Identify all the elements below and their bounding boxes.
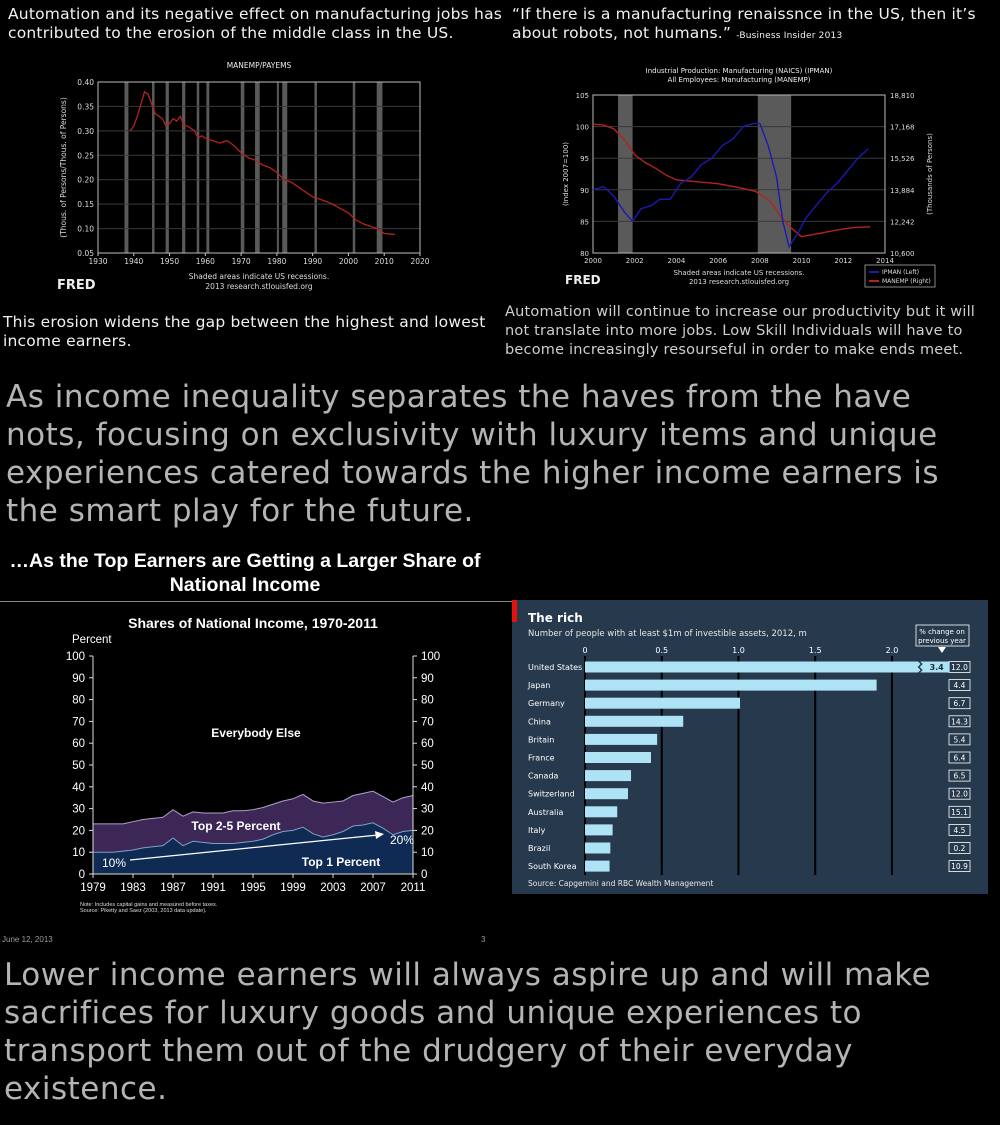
bar <box>585 662 923 673</box>
x-tick-label: 1960 <box>195 257 215 266</box>
chart-title: The rich <box>528 611 583 625</box>
chart-source: Source: Piketty and Saez (2003, 2013 data update). <box>80 908 207 914</box>
slide-footer-page: 3 <box>481 935 486 944</box>
economist-rich-chart <box>512 600 988 894</box>
y-left-tick-label: 20 <box>72 825 85 838</box>
y-right-tick-label: 12,242 <box>890 218 915 227</box>
change-value: 12.0 <box>951 789 968 799</box>
x-tick-label: 2002 <box>625 257 644 265</box>
recession-band <box>282 82 287 253</box>
x-tick-label: 1930 <box>88 257 108 266</box>
y-left-tick-label: 85 <box>580 218 589 227</box>
change-value: 4.5 <box>953 825 966 835</box>
source-note: 2013 research.stlouisfed.org <box>205 282 313 291</box>
y-right-tick-label: 15,526 <box>890 155 915 164</box>
x-tick-label: 2008 <box>750 257 769 265</box>
x-tick-label: 1.5 <box>808 646 822 655</box>
bar <box>585 806 617 817</box>
y-right-tick-label: 10,600 <box>890 250 915 258</box>
recession-band <box>758 95 791 253</box>
y-right-tick-label: 70 <box>421 716 434 729</box>
series-label-top-2-5: Top 2-5 Percent <box>191 819 281 833</box>
y-left-tick-label: 95 <box>580 155 589 164</box>
y-tick-label: 0.35 <box>77 102 94 112</box>
y-tick-label: 0.15 <box>77 200 94 210</box>
y-right-tick-label: 17,168 <box>890 123 915 132</box>
bar <box>585 752 651 763</box>
bar-value-label: 3.4 <box>929 663 944 672</box>
bar <box>585 680 877 691</box>
quote-source: -Business Insider 2013 <box>736 31 843 41</box>
change-value: 6.4 <box>953 753 966 763</box>
y-right-tick-label: 50 <box>421 760 434 772</box>
bar-category-label: South Korea <box>528 862 577 872</box>
bar-category-label: France <box>528 753 555 763</box>
bar-category-label: Canada <box>528 771 559 781</box>
chart-title: MANEMP/PAYEMS <box>226 61 292 70</box>
y-tick-label: 0.10 <box>77 224 94 234</box>
x-tick-label: 2010 <box>792 257 811 265</box>
x-tick-label: 2010 <box>374 257 394 266</box>
change-value: 4.4 <box>953 681 966 691</box>
x-tick-label: 0.5 <box>655 646 669 655</box>
x-tick-label: 1979 <box>80 882 106 894</box>
footnote: Shaded areas indicate US recessions. <box>188 272 330 281</box>
chart-title: Shares of National Income, 1970-2011 <box>128 615 378 631</box>
slide-footer-date: June 12, 2013 <box>2 935 53 944</box>
y-axis-label: Percent <box>72 634 112 646</box>
change-value: 15.1 <box>951 807 968 817</box>
y-tick-label: 0.40 <box>77 78 94 87</box>
caption-productivity: Automation will continue to increase our productivity but it will not translate into more jobs. Low Skill Individuals will have to become increasingly resourseful in order to make ends meet. <box>505 304 976 358</box>
caption-quote <box>512 5 998 46</box>
change-header-line1: % change on <box>919 628 965 636</box>
chart-title: Industrial Production: Manufacturing (NAICS) (IPMAN) <box>645 67 833 75</box>
y-tick-label: 0.25 <box>77 151 94 161</box>
bar-category-label: Australia <box>528 807 564 817</box>
recession-band <box>241 82 245 253</box>
y-left-tick-label: 30 <box>72 803 85 816</box>
y-right-tick-label: 30 <box>421 803 434 816</box>
bar-category-label: Italy <box>528 825 546 835</box>
x-tick-label: 2.0 <box>885 646 899 655</box>
x-tick-label: 1.0 <box>732 646 745 655</box>
x-tick-label: 1950 <box>160 257 180 266</box>
change-value: 12.0 <box>951 663 968 672</box>
bar <box>585 861 610 872</box>
y-right-tick-label: 10 <box>421 847 434 860</box>
red-tag <box>512 600 517 622</box>
y-left-tick-label: 90 <box>72 672 85 685</box>
x-tick-label: 1995 <box>240 882 266 894</box>
x-tick-label: 2012 <box>834 257 853 265</box>
bar-category-label: Germany <box>528 699 565 709</box>
chart-subtitle: All Employees: Manufacturing (MANEMP) <box>667 76 811 84</box>
legend-label-ipman: IPMAN (Left) <box>882 269 920 276</box>
change-value: 14.3 <box>951 717 968 727</box>
y-right-tick-label: 0 <box>421 869 428 881</box>
x-tick-label: 1940 <box>124 257 144 266</box>
x-tick-label: 1970 <box>231 257 251 266</box>
y-left-tick-label: 80 <box>580 250 589 258</box>
x-tick-label: 1999 <box>280 882 306 894</box>
y-left-tick-label: 70 <box>72 716 85 729</box>
series-label-top-1: Top 1 Percent <box>301 855 381 869</box>
bar-category-label: Brazil <box>528 844 551 853</box>
x-tick-label: 2007 <box>360 882 386 894</box>
y-left-tick-label: 80 <box>72 694 85 707</box>
y-tick-label: 0.20 <box>77 175 94 185</box>
change-value: 6.7 <box>953 699 966 709</box>
caption-automation: Automation and its negative effect on manufacturing jobs has contributed to the erosion of the middle class in the US. <box>8 5 503 42</box>
recession-band <box>255 82 260 253</box>
bar <box>585 788 628 799</box>
slide-heading: …As the Top Earners are Getting a Larger Share of National Income <box>9 550 481 596</box>
quote-text: “If there is a manufacturing renaissnce in the US, then it’s about robots, not humans.” <box>512 5 976 42</box>
bar-category-label: Switzerland <box>528 789 575 799</box>
chart-background <box>512 600 988 894</box>
footnote: Shaded areas indicate US recessions. <box>673 269 805 277</box>
bar-category-label: China <box>528 717 551 727</box>
y-right-tick-label: 20 <box>421 825 434 838</box>
bar <box>585 716 683 727</box>
y-left-tick-label: 100 <box>65 651 85 663</box>
y-left-axis-label: (Index 2007=100) <box>562 142 570 206</box>
recession-band <box>124 82 128 253</box>
bar <box>585 843 610 854</box>
y-right-tick-label: 40 <box>421 781 434 794</box>
annotation-20-percent: 20% <box>390 833 415 847</box>
x-tick-label: 2000 <box>338 257 358 266</box>
y-right-tick-label: 13,884 <box>890 186 915 195</box>
x-tick-label: 2020 <box>410 257 430 266</box>
heading-divider <box>0 601 512 602</box>
x-tick-label: 1983 <box>120 882 146 894</box>
change-value: 0.2 <box>953 844 966 853</box>
y-right-tick-label: 60 <box>421 738 434 751</box>
recession-band <box>314 82 317 253</box>
recession-band <box>206 82 209 253</box>
recession-band <box>182 82 185 253</box>
y-right-tick-label: 90 <box>421 672 434 685</box>
source-note: 2013 research.stlouisfed.org <box>688 278 790 286</box>
change-value: 10.9 <box>951 862 968 872</box>
y-left-tick-label: 0 <box>78 869 85 881</box>
recession-band <box>353 82 356 253</box>
change-value: 6.5 <box>953 771 966 781</box>
recession-band <box>377 82 383 253</box>
income-shares-chart <box>0 604 505 929</box>
recession-band <box>166 82 169 253</box>
statement-lower-income: Lower income earners will always aspire up and will make sacrifices for luxury goods and unique experiences to transport them out of the drudgery of their everyday existence. <box>4 957 932 1107</box>
y-left-tick-label: 50 <box>72 760 85 772</box>
chart-subtitle: Number of people with at least $1m of investible assets, 2012, m <box>528 629 807 639</box>
x-tick-label: 1987 <box>160 882 186 894</box>
fred-logo: FRED <box>565 273 601 287</box>
y-left-tick-label: 100 <box>575 123 589 132</box>
y-right-tick-label: 18,810 <box>890 92 915 100</box>
y-tick-label: 0.05 <box>77 249 94 258</box>
series-label-everybody-else: Everybody Else <box>211 726 301 740</box>
x-tick-label: 2004 <box>667 257 686 265</box>
x-tick-label: 2011 <box>400 882 426 894</box>
y-left-tick-label: 60 <box>72 738 85 751</box>
legend-label-manemp: MANEMP (Right) <box>882 278 931 285</box>
bar <box>585 734 657 745</box>
recession-band <box>197 82 200 253</box>
y-right-tick-label: 100 <box>421 651 441 663</box>
bar <box>585 698 740 709</box>
statement-income-inequality: As income inequality separates the haves from the have nots, focusing on exclusivity with luxury items and unique experiences catered towards the higher income earners is the smart play for the future. <box>6 379 939 529</box>
bar <box>585 824 613 835</box>
bar-category-label: Britain <box>528 735 555 745</box>
y-right-axis-label: (Thousands of Persons) <box>926 133 934 215</box>
y-left-tick-label: 90 <box>580 186 589 195</box>
y-left-tick-label: 10 <box>72 847 85 860</box>
caption-erosion: This erosion widens the gap between the highest and lowest income earners. <box>3 313 486 350</box>
fred-chart-manemp-payems <box>0 55 505 300</box>
bar <box>585 770 631 781</box>
legend <box>865 265 935 287</box>
recession-band <box>277 82 279 253</box>
x-tick-label: 0 <box>582 646 588 655</box>
y-axis-label: (Thous. of Persons/Thous. of Persons) <box>59 97 68 238</box>
chart-source: Source: Capgemini and RBC Wealth Management <box>528 879 714 888</box>
y-tick-label: 0.30 <box>77 126 94 136</box>
x-tick-label: 2006 <box>709 257 728 265</box>
bar-category-label: Japan <box>528 681 551 691</box>
recession-band <box>618 95 633 253</box>
chart-note: Note: Includes capital gains and measured before taxes. <box>80 902 218 908</box>
y-left-tick-label: 105 <box>575 92 589 100</box>
y-left-tick-label: 40 <box>72 781 85 794</box>
x-tick-label: 2003 <box>320 882 346 894</box>
x-tick-label: 2000 <box>584 257 602 265</box>
bar-category-label: United States <box>528 663 583 672</box>
fred-chart-ipman-manemp <box>505 55 1000 295</box>
y-right-tick-label: 80 <box>421 694 434 707</box>
change-value: 5.4 <box>953 735 966 745</box>
fred-logo: FRED <box>57 278 96 293</box>
x-tick-label: 1991 <box>200 882 226 894</box>
x-tick-label: 1980 <box>267 257 287 266</box>
change-header-line2: previous year <box>918 637 966 645</box>
x-tick-label: 1990 <box>303 257 323 266</box>
x-tick-label: 2014 <box>876 257 894 265</box>
annotation-10-percent: 10% <box>102 856 127 870</box>
